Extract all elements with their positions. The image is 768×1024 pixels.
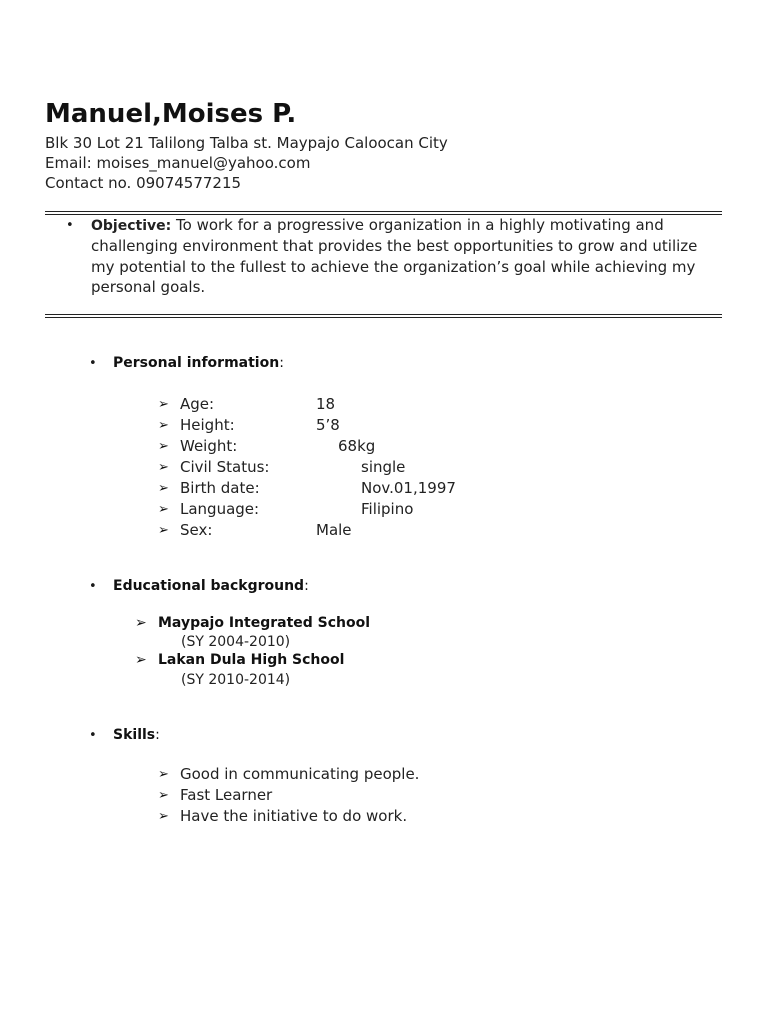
height-label: Height: bbox=[180, 416, 235, 434]
birth-date-value: Nov.01,1997 bbox=[361, 479, 456, 497]
weight-label: Weight: bbox=[180, 437, 238, 455]
skill-item: Good in communicating people. bbox=[180, 765, 420, 783]
arrow-bullet-icon: ➢ bbox=[158, 788, 169, 803]
arrow-bullet-icon: ➢ bbox=[158, 460, 169, 475]
divider-bottom-1 bbox=[45, 314, 722, 315]
divider-bottom-2 bbox=[45, 317, 722, 318]
school-years: (SY 2010-2014) bbox=[181, 672, 291, 688]
civil-status-value: single bbox=[361, 458, 406, 476]
bullet-icon: • bbox=[89, 356, 97, 371]
objective-text: To work for a progressive organization in a highly motivating and challenging environment that provides the best opportunities to grow and utilize my potential to the fullest to achieve the organization’s goal while achieving my personal goals. bbox=[91, 216, 698, 296]
arrow-bullet-icon: ➢ bbox=[158, 767, 169, 782]
age-label: Age: bbox=[180, 395, 215, 413]
personal-info-heading bbox=[113, 355, 284, 371]
resume-name: Manuel,Moises P. bbox=[45, 99, 297, 129]
language-value: Filipino bbox=[361, 500, 414, 518]
education-heading bbox=[113, 578, 309, 594]
arrow-bullet-icon: ➢ bbox=[158, 809, 169, 824]
bullet-icon: • bbox=[89, 728, 97, 743]
personal-info-heading-text: Personal information bbox=[113, 355, 280, 371]
skill-item: Fast Learner bbox=[180, 786, 273, 804]
weight-value: 68kg bbox=[338, 437, 376, 455]
school-name: Lakan Dula High School bbox=[158, 652, 345, 668]
arrow-bullet-icon: ➢ bbox=[158, 523, 169, 538]
bullet-icon: • bbox=[66, 218, 74, 233]
language-label: Language: bbox=[180, 500, 260, 518]
arrow-bullet-icon: ➢ bbox=[135, 615, 147, 631]
school-name: Maypajo Integrated School bbox=[158, 615, 371, 631]
sex-label: Sex: bbox=[180, 521, 213, 539]
heading-colon: : bbox=[279, 355, 284, 371]
bullet-icon: • bbox=[89, 579, 97, 594]
objective-block bbox=[91, 215, 722, 297]
email: Email: moises_manuel@yahoo.com bbox=[45, 154, 311, 172]
arrow-bullet-icon: ➢ bbox=[158, 418, 169, 433]
skills-heading-text: Skills bbox=[113, 727, 156, 743]
skills-heading bbox=[113, 727, 160, 743]
divider-top-1 bbox=[45, 211, 722, 212]
arrow-bullet-icon: ➢ bbox=[158, 439, 169, 454]
age-value: 18 bbox=[316, 395, 336, 413]
heading-colon: : bbox=[304, 578, 309, 594]
skill-item: Have the initiative to do work. bbox=[180, 807, 408, 825]
objective-label: Objective: bbox=[91, 218, 172, 234]
contact-number: Contact no. 09074577215 bbox=[45, 174, 242, 192]
heading-colon: : bbox=[155, 727, 160, 743]
education-heading-text: Educational background bbox=[113, 578, 305, 594]
sex-value: Male bbox=[316, 521, 352, 539]
arrow-bullet-icon: ➢ bbox=[158, 502, 169, 517]
arrow-bullet-icon: ➢ bbox=[158, 397, 169, 412]
birth-date-label: Birth date: bbox=[180, 479, 260, 497]
school-years: (SY 2004-2010) bbox=[181, 634, 291, 650]
arrow-bullet-icon: ➢ bbox=[158, 481, 169, 496]
address: Blk 30 Lot 21 Talilong Talba st. Maypajo Caloocan City bbox=[45, 134, 448, 152]
arrow-bullet-icon: ➢ bbox=[135, 652, 147, 668]
civil-status-label: Civil Status: bbox=[180, 458, 270, 476]
height-value: 5’8 bbox=[316, 416, 340, 434]
